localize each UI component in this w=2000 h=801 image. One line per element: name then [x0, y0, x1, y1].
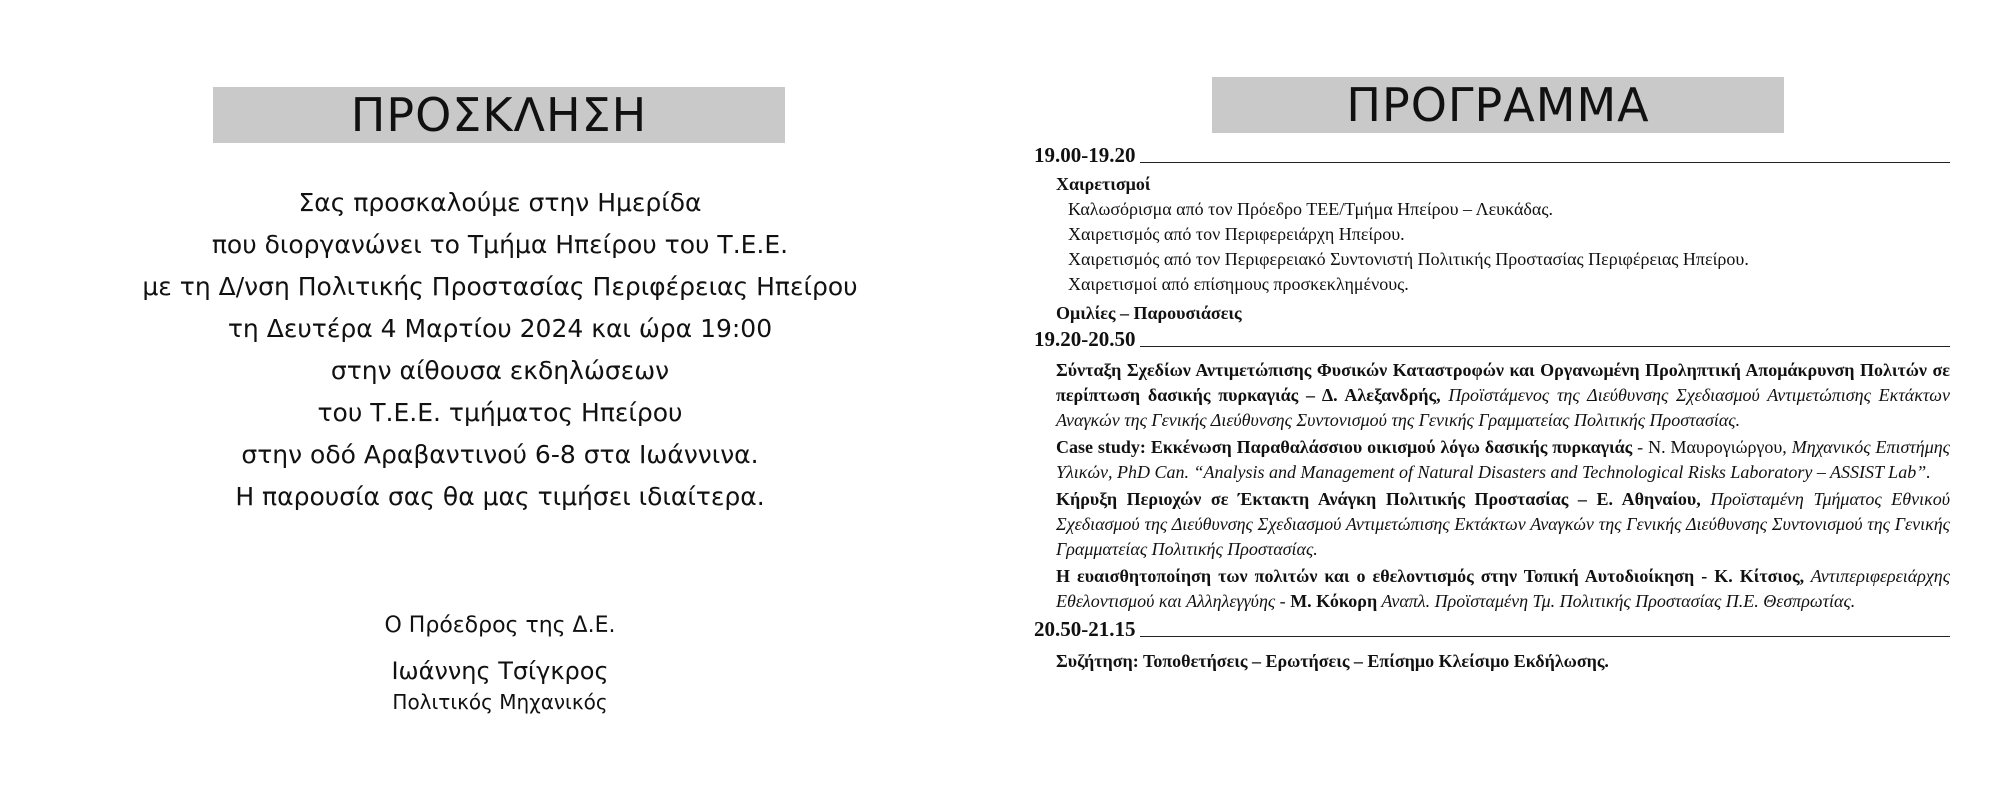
invitation-title: ΠΡΟΣΚΛΗΣΗ: [350, 88, 648, 142]
talk-item: [1056, 435, 1950, 485]
talk-speaker: - Ν. Μαυρογιώργου,: [1632, 437, 1787, 457]
talk-speaker-info: Αντιπεριφερειάρχης Εθελοντισμού και Αλληλεγγύης -: [1056, 566, 1951, 611]
signature-name: Ιωάννης Τσίγκρος: [391, 657, 609, 685]
talk-title: Κήρυξη Περιοχών σε Έκτακτη Ανάγκη Πολιτικής Προστασίας – Ε. Αθηναίου,: [1056, 489, 1701, 509]
talk-speaker: Μ. Κόκορη: [1290, 591, 1378, 611]
program-item: Καλωσόρισμα από τον Πρόεδρο ΤΕΕ/Τμήμα Ηπείρου – Λευκάδας.: [1068, 199, 1553, 219]
invitation-line: στην αίθουσα εκδηλώσεων: [330, 356, 670, 385]
section-heading: Συζήτηση: Τοποθετήσεις – Ερωτήσεις – Επίσημο Κλείσιμο Εκδήλωσης.: [1056, 651, 1609, 671]
invitation-line: που διοργανώνει το Τμήμα Ηπείρου του Τ.Ε.Ε.: [211, 230, 789, 259]
divider-line: [1140, 346, 1951, 347]
talk-item: [1056, 487, 1950, 562]
invitation-line: τη Δευτέρα 4 Μαρτίου 2024 και ώρα 19:00: [227, 314, 773, 343]
program-title-box: [1212, 77, 1784, 133]
program-title: ΠΡΟΓΡΑΜΜΑ: [1346, 78, 1650, 132]
invitation-title-box: [213, 87, 785, 143]
program-schedule: [1034, 142, 1950, 674]
invitation-line: Σας προσκαλούμε στην Ημερίδα: [298, 188, 702, 217]
invitation-line: στην οδό Αραβαντινού 6-8 στα Ιωάννινα.: [241, 440, 759, 469]
divider-line: [1140, 162, 1951, 163]
invitation-line: με τη Δ/νση Πολιτικής Προστασίας Περιφέρειας Ηπείρου: [142, 272, 858, 301]
signature-profession: Πολιτικός Μηχανικός: [392, 690, 608, 714]
time-slot-label: 19.00-19.20: [1034, 143, 1136, 167]
talk-speaker-info: Προϊσταμένη Τμήματος Εθνικού Σχεδιασμού της Διεύθυνσης Σχεδιασμού Αντιμετώπισης Εκτάκτων Αναγκών της Γενικής Διεύθυνσης Συντονισμού της Γενικής Γραμματείας Πολιτικής Προστασίας.: [1056, 489, 1950, 559]
time-slot-row: [1034, 142, 1950, 168]
talk-speaker-info: Προϊστάμενος της Διεύθυνσης Σχεδιασμού Αντιμετώπισης Εκτάκτων Αναγκών της Γενικής Διεύθυνσης Συντονισμού της Γενικής Γραμματείας Πολιτικής Προστασίας.: [1056, 385, 1950, 430]
time-slot-label: 20.50-21.15: [1034, 617, 1136, 641]
talk-title: Σύνταξη Σχεδίων Αντιμετώπισης Φυσικών Καταστροφών και Οργανωμένη Προληπτική Απομάκρυνση Πολιτών σε περίπτωση δασικής πυρκαγιάς – Δ. Αλεξανδρής,: [1056, 360, 1950, 405]
time-slot-content: [1034, 352, 1950, 614]
talk-speaker-info: Αναπλ. Προϊσταμένη Τμ. Πολιτικής Προστασίας Π.Ε. Θεσπρωτίας.: [1377, 591, 1856, 611]
time-slot-label: 19.20-20.50: [1034, 327, 1136, 351]
signature-block: [100, 606, 900, 716]
program-item: Χαιρετισμός από τον Περιφερειάρχη Ηπείρου.: [1068, 224, 1405, 244]
invitation-line: του Τ.Ε.Ε. τμήματος Ηπείρου: [317, 398, 683, 427]
talk-speaker-info: Μηχανικός Επιστήμης Υλικών, PhD Can. “Analysis and Management of Natural Disasters and Technological Risks Laboratory – ASSIST Lab”.: [1056, 437, 1950, 482]
divider-line: [1140, 636, 1951, 637]
time-slot-row: [1034, 326, 1950, 352]
time-slot-row: [1034, 616, 1950, 642]
time-slot-content: [1034, 171, 1950, 326]
time-slot-content: [1034, 642, 1950, 674]
talk-item: [1056, 358, 1950, 433]
invitation-text: [100, 182, 900, 518]
section-heading: Χαιρετισμοί: [1056, 174, 1151, 194]
section-heading: Ομιλίες – Παρουσιάσεις: [1056, 303, 1242, 323]
program-item: Χαιρετισμοί από επίσημους προσκεκλημένους.: [1068, 274, 1409, 294]
invitation-line: Η παρουσία σας θα μας τιμήσει ιδιαίτερα.: [235, 482, 765, 511]
signature-role: Ο Πρόεδρος της Δ.Ε.: [384, 613, 616, 638]
program-item: Χαιρετισμός από τον Περιφερειακό Συντονιστή Πολιτικής Προστασίας Περιφέρειας Ηπείρου.: [1068, 249, 1749, 269]
talk-title: Η ευαισθητοποίηση των πολιτών και ο εθελοντισμός στην Τοπική Αυτοδιοίκηση - Κ. Κίτσιος,: [1056, 566, 1805, 586]
talk-item: [1056, 564, 1950, 614]
talk-title: Case study: Εκκένωση Παραθαλάσσιου οικισμού λόγω δασικής πυρκαγιάς: [1056, 437, 1633, 457]
